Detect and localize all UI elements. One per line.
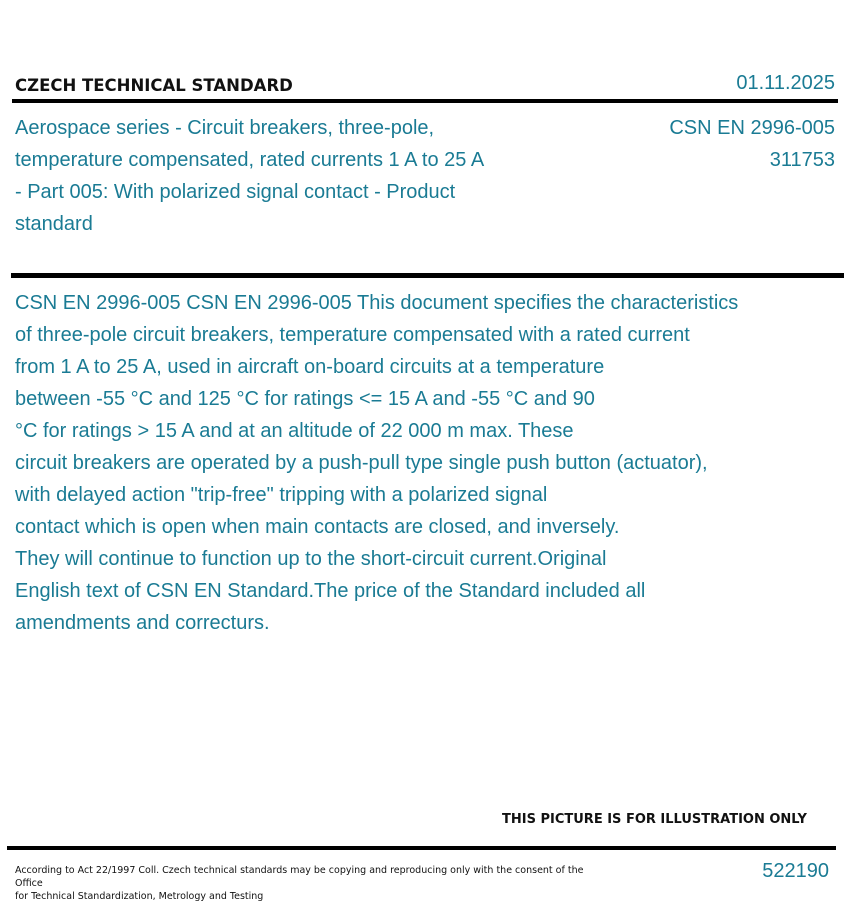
catalog-number: 311753 bbox=[769, 149, 835, 171]
footer-divider bbox=[7, 846, 836, 850]
illustration-note: THIS PICTURE IS FOR ILLUSTRATION ONLY bbox=[502, 812, 807, 827]
standard-title: Aerospace series - Circuit breakers, three-pole, temperature compensated, rated currents 1 A to 25 A - Part 005: With polarized signal contact - Product standard bbox=[15, 117, 484, 235]
document-type-heading: CZECH TECHNICAL STANDARD bbox=[15, 76, 293, 95]
section-divider bbox=[11, 273, 844, 278]
document-code: 522190 bbox=[762, 860, 829, 882]
standard-identifiers bbox=[669, 112, 835, 176]
header-divider bbox=[12, 99, 838, 103]
issue-date: 01.11.2025 bbox=[736, 72, 835, 94]
legal-notice: According to Act 22/1997 Coll. Czech technical standards may be copying and reproducing only with the consent of the Office for Technical Standardization, Metrology and Testing bbox=[15, 865, 584, 902]
standard-description: CSN EN 2996-005 CSN EN 2996-005 This document specifies the characteristics of three-pole circuit breakers, temperature compensated with a rated current from 1 A to 25 A, used in aircraft on-board circuits at a temperature between -55 °C and 125 °C for ratings <= 15 A and -55 °C and 90 °C for ratings > 15 A and at an altitude of 22 000 m max. These circuit breakers are operated by a push-pull type single push button (actuator), with delayed action "trip-free" tripping with a polarized signal contact which is open when main contacts are closed, and inversely. They will continue to function up to the short-circuit current.Original English text of CSN EN Standard.The price of the Standard included all amendments and correcturs. bbox=[15, 292, 739, 634]
standard-number: CSN EN 2996-005 bbox=[669, 117, 835, 139]
